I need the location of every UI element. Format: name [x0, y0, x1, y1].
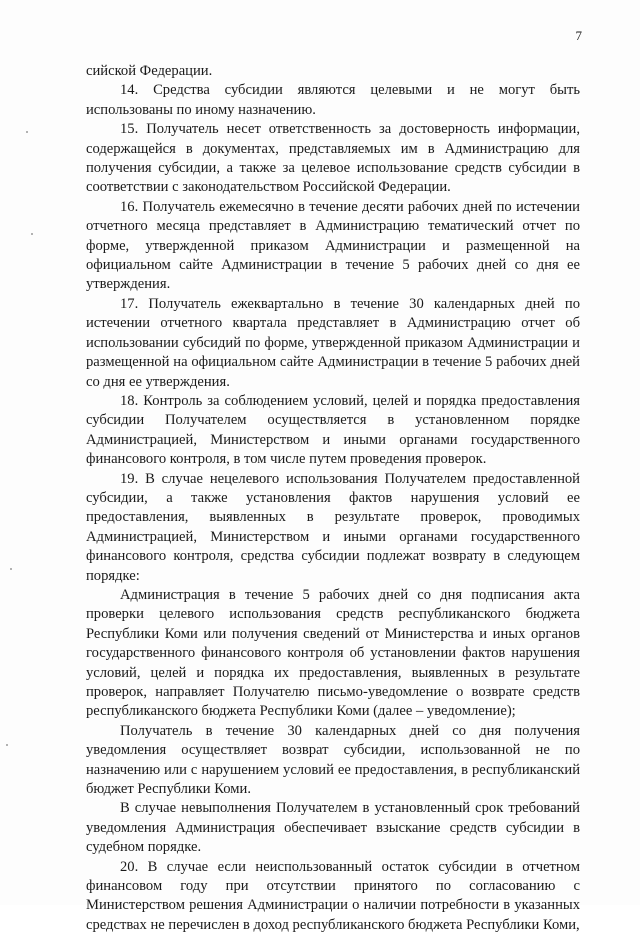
paragraph-20: 20. В случае если неиспользованный остаток субсидии в отчетном финансовом году при отсутствии принятого по согласованию с Министерством решения Администрации о наличии потребности в указанных средствах не перечислен в доход республиканского бюджета Республики Коми, — [86, 858, 580, 933]
page-number: 7 — [575, 28, 582, 43]
scan-speck — [10, 568, 12, 570]
paragraph-19-notice: Администрация в течение 5 рабочих дней со дня подписания акта проверки целевого использования средств республиканского бюджета Республики Коми или получения сведений от Министерства и иных органов государственного финансового контроля об установлении фактов нарушения условий, целей и порядка их предоставления, выявленных в результате проверок, направляет Получателю письмо-уведомление о возврате средств республиканского бюджета Республики Коми (далее – уведомление); — [86, 586, 580, 720]
paragraph-15: 15. Получатель несет ответственность за достоверность информации, содержащейся в документах, представляемых им в Администрацию для получения субсидии, а также за целевое использование средств субсидии в соответствии с законодательством Российской Федерации. — [86, 121, 580, 196]
paragraph-16: 16. Получатель ежемесячно в течение десяти рабочих дней по истечении отчетного месяца представляет в Администрацию тематический отчет по форме, утвержденной приказом Администрации и размещенной на официальном сайте Администрации в течение 5 рабочих дней со дня ее утверждения. — [86, 198, 580, 293]
scan-speck — [26, 131, 28, 133]
paragraph-17: 17. Получатель ежеквартально в течение 30 календарных дней по истечении отчетного квартала представляет в Администрацию отчет об использовании субсидий по форме, утвержденной приказом Администрации и размещенной на официальном сайте Администрации в течение 5 рабочих дней со дня ее утверждения. — [86, 295, 580, 390]
paragraph-continuation: сийской Федерации. — [86, 63, 213, 79]
paragraph-19: 19. В случае нецелевого использования Получателем предоставленной субсидии, а также установления фактов нарушения условий ее предоставления, выявленных в результате проверок, проводимых Администрацией, Министерством и иными органами государственного финансового контроля, средства субсидии подлежат возврату в следующем порядке: — [86, 470, 580, 584]
scan-speck — [31, 233, 33, 235]
paragraph-19-recovery: В случае невыполнения Получателем в установленный срок требований уведомления Администрация обеспечивает взыскание средств субсидии в судебном порядке. — [86, 800, 580, 856]
paragraph-19-return: Получатель в течение 30 календарных дней со дня получения уведомления осуществляет возврат субсидии, использованной не по назначению или с нарушением условий ее предоставления, в республиканский бюджет Республики Коми. — [86, 722, 580, 798]
scan-speck — [6, 744, 8, 746]
paragraph-18: 18. Контроль за соблюдением условий, целей и порядка предоставления субсидии Получателем осуществляется в установленном порядке Администрацией, Министерством и иными органами государственного финансового контроля, в том числе путем проведения проверок. — [86, 392, 580, 468]
document-body — [86, 62, 580, 935]
paragraph-14: 14. Средства субсидии являются целевыми и не могут быть использованы по иному назначению. — [86, 82, 580, 118]
